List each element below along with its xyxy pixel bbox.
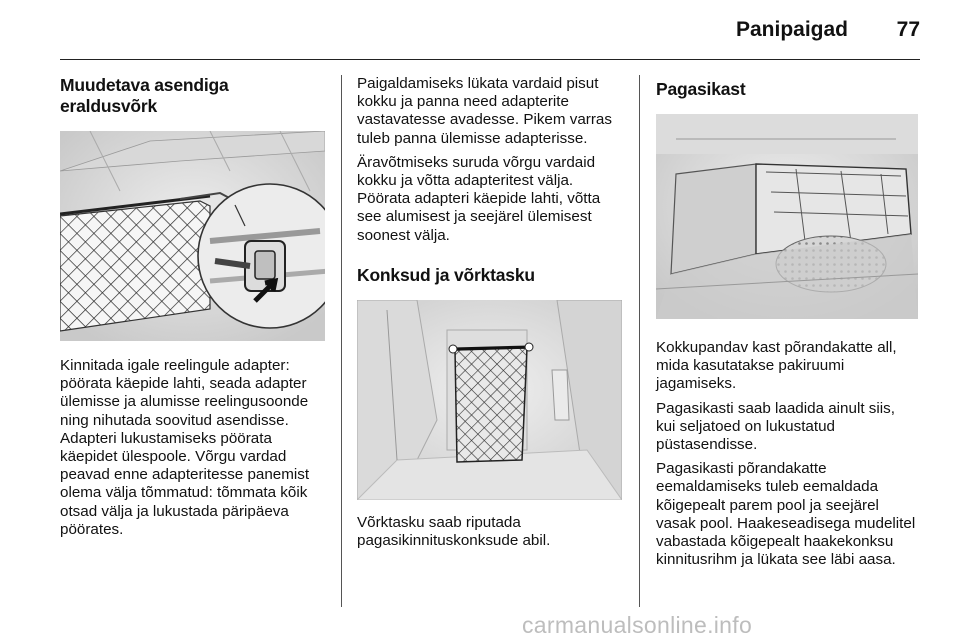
paragraph-install: Paigaldamiseks lükata vardaid pisut kokku ja panna need adapterite vastavatesse avadesse. Pikem varras tuleb panna ülemisse adapterisse. (357, 75, 612, 147)
section-title: Panipaigad (735, 18, 848, 41)
paragraph-luggage-box-2: Pagasikasti saab laadida ainult siis, kui seljatoed on lukustatud püstasendisse. (656, 399, 895, 454)
heading-luggage-box: Pagasikast (656, 79, 746, 99)
partition-net-illustration (60, 131, 325, 341)
column-2 (357, 75, 622, 550)
luggage-box-illustration (656, 114, 918, 319)
net-pocket-illustration (357, 300, 622, 500)
column-1 (60, 75, 325, 539)
page-number: 77 (896, 18, 920, 41)
heading-hooks-net: Konksud ja võrktasku (357, 264, 535, 285)
paragraph-removal: Äravõtmiseks suruda võrgu vardaid kokku ja võtta adapteritest välja. Pöörata adapteri käepide lahti, võtta see alumisest ja seejärel ülemisest soonest välja. (357, 153, 601, 244)
paragraph-hooks-net: Võrktasku saab riputada pagasikinnituskonksude abil. (357, 513, 551, 550)
column-divider-2 (639, 75, 640, 607)
column-divider-1 (341, 75, 342, 607)
header-rule (60, 59, 920, 60)
column-3 (656, 75, 918, 569)
watermark: carmanualsonline.info (522, 612, 753, 638)
paragraph-luggage-box-1: Kokkupandav kast põrandakatte all, mida kasutatakse pakiruumi jagamiseks. (656, 339, 897, 393)
paragraph-luggage-box-3: Pagasikasti põrandakatte eemaldamiseks tuleb eemaldada kõigepealt parem pool ja seejärel vasak pool. Haakeseadisega mudelitel vabastada kõigepealt haakekonksu kinnitusrihm ja lükata see läbi aasa. (656, 460, 916, 569)
page-header (60, 14, 920, 58)
paragraph-partition-net: Kinnitada igale reelingule adapter: pöörata käepide lahti, seada adapter ülemisse ja alumisse reelingusoonde ning nihutada soovitud asendisse. Adapteri lukustamiseks pöörata käepidet ülespoole. Võrgu vardad peavad enne adapteritesse panemist olema välja tõmmatud: tõmmata kõik otsad välja ja lukustada päripäeva pöörates. (60, 357, 310, 538)
heading-partition-net: Muudetava asendiga eraldusvõrk (60, 75, 229, 116)
